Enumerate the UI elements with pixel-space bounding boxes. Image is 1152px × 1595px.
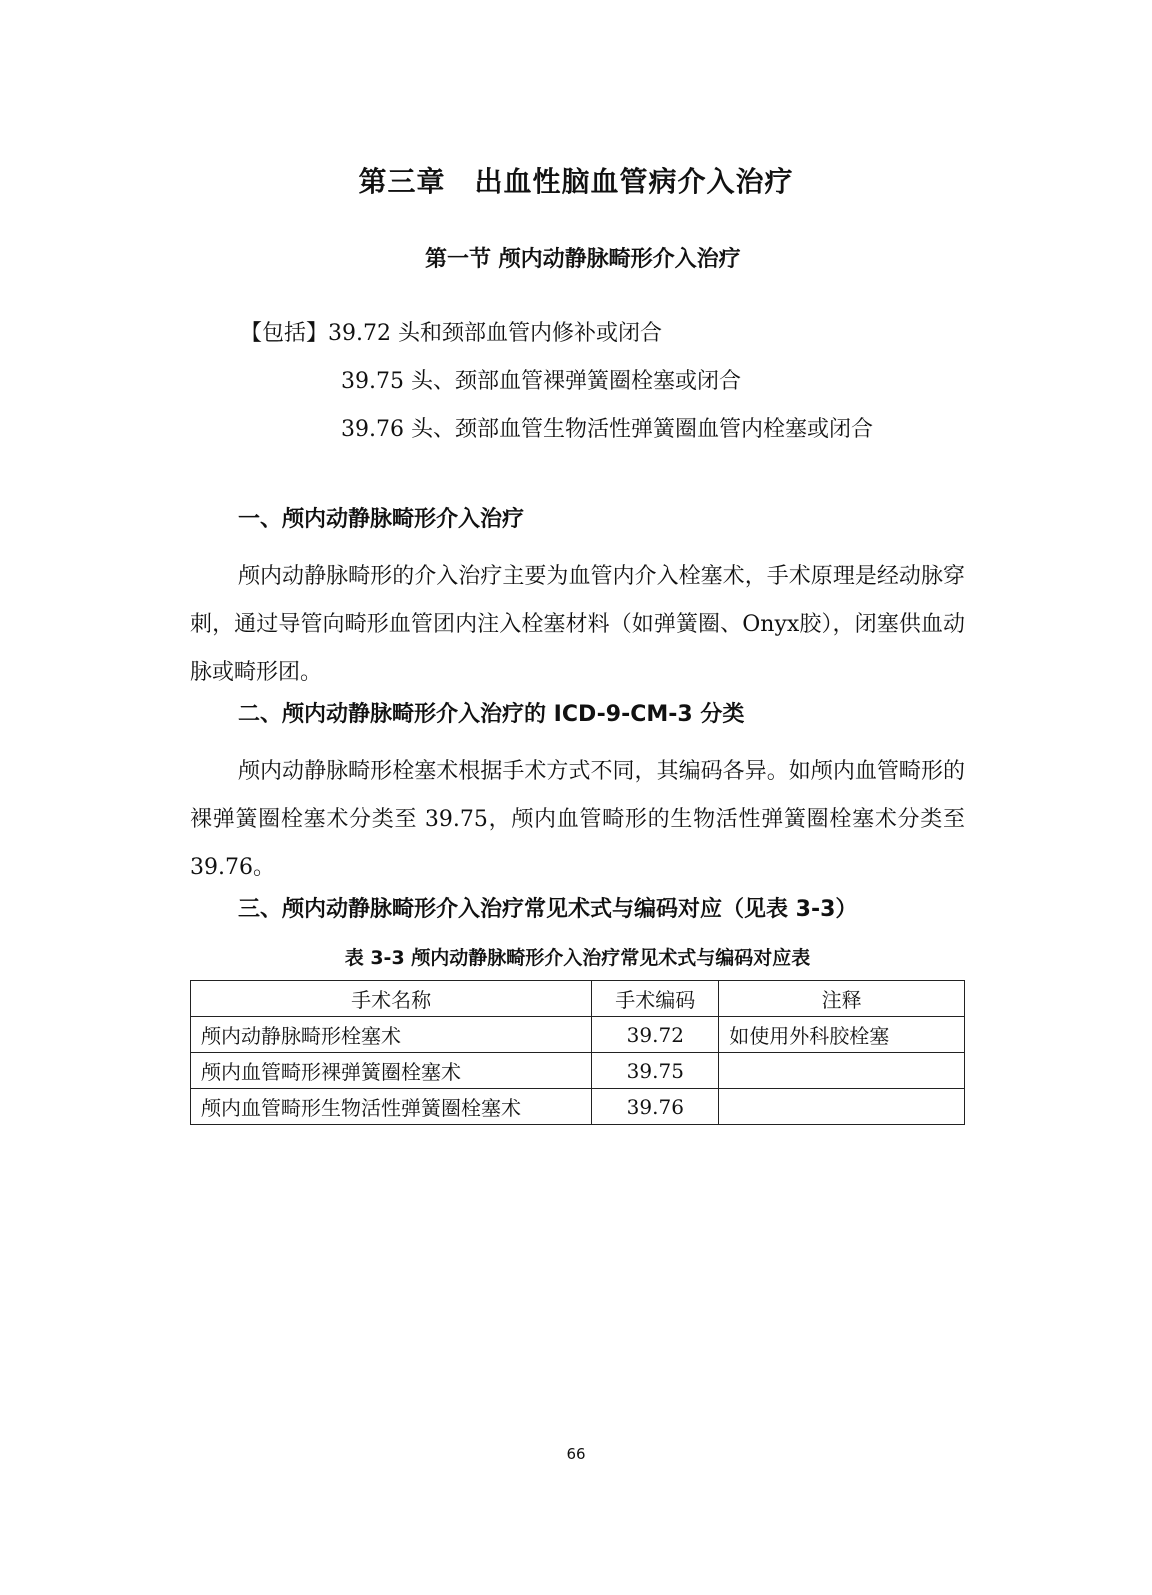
chapter-title: 第三章 出血性脑血管病介入治疗 <box>358 165 794 198</box>
procedure-code-table <box>190 980 965 1125</box>
procedure-code-cell: 39.75 <box>592 1053 719 1089</box>
table-row <box>191 1017 965 1053</box>
procedure-name-cell: 颅内血管畸形生物活性弹簧圈栓塞术 <box>191 1089 592 1125</box>
section-paragraph-1: 颅内动静脉畸形的介入治疗主要为血管内介入栓塞术，手术原理是经动脉穿刺，通过导管向畸形血管团内注入栓塞材料（如弹簧圈、Onyx胶），闭塞供血动脉或畸形团。 <box>190 564 965 685</box>
procedure-note-cell <box>719 1053 965 1089</box>
procedure-note-cell: 如使用外科胶栓塞 <box>719 1017 965 1053</box>
includes-item: 39.75 头、颈部血管裸弹簧圈栓塞或闭合 <box>341 369 741 394</box>
section-paragraph-2: 颅内动静脉畸形栓塞术根据手术方式不同，其编码各异。如颅内血管畸形的裸弹簧圈栓塞术分类至 39.75，颅内血管畸形的生物活性弹簧圈栓塞术分类至 39.76。 <box>190 759 965 880</box>
includes-line-1 <box>240 310 873 358</box>
table-row <box>191 1089 965 1125</box>
procedure-name-cell: 颅内动静脉畸形栓塞术 <box>191 1017 592 1053</box>
includes-item: 39.76 头、颈部血管生物活性弹簧圈血管内栓塞或闭合 <box>341 417 873 442</box>
includes-block <box>240 310 873 454</box>
procedure-code-cell: 39.76 <box>592 1089 719 1125</box>
procedure-note-cell <box>719 1089 965 1125</box>
includes-label: 【包括】 <box>240 321 329 346</box>
table-caption: 表 3-3 颅内动静脉畸形介入治疗常见术式与编码对应表 <box>344 947 811 969</box>
procedure-name-cell: 颅内血管畸形裸弹簧圈栓塞术 <box>191 1053 592 1089</box>
table-header-cell: 手术名称 <box>191 981 592 1017</box>
section-heading-2: 二、颅内动静脉畸形介入治疗的 ICD-9-CM-3 分类 <box>238 702 745 727</box>
table-header-row <box>191 981 965 1017</box>
section-title: 第一节 颅内动静脉畸形介入治疗 <box>425 247 741 272</box>
main-content <box>190 505 965 1125</box>
page-number: 66 <box>566 1445 586 1463</box>
includes-line-3 <box>240 406 873 454</box>
section-heading-3: 三、颅内动静脉畸形介入治疗常见术式与编码对应（见表 3-3） <box>238 897 858 922</box>
table-header-cell: 注释 <box>719 981 965 1017</box>
table-header-cell: 手术编码 <box>592 981 719 1017</box>
includes-line-2 <box>240 358 873 406</box>
table-row <box>191 1053 965 1089</box>
includes-item: 39.72 头和颈部血管内修补或闭合 <box>328 321 662 346</box>
procedure-code-cell: 39.72 <box>592 1017 719 1053</box>
section-heading-1: 一、颅内动静脉畸形介入治疗 <box>238 507 525 532</box>
